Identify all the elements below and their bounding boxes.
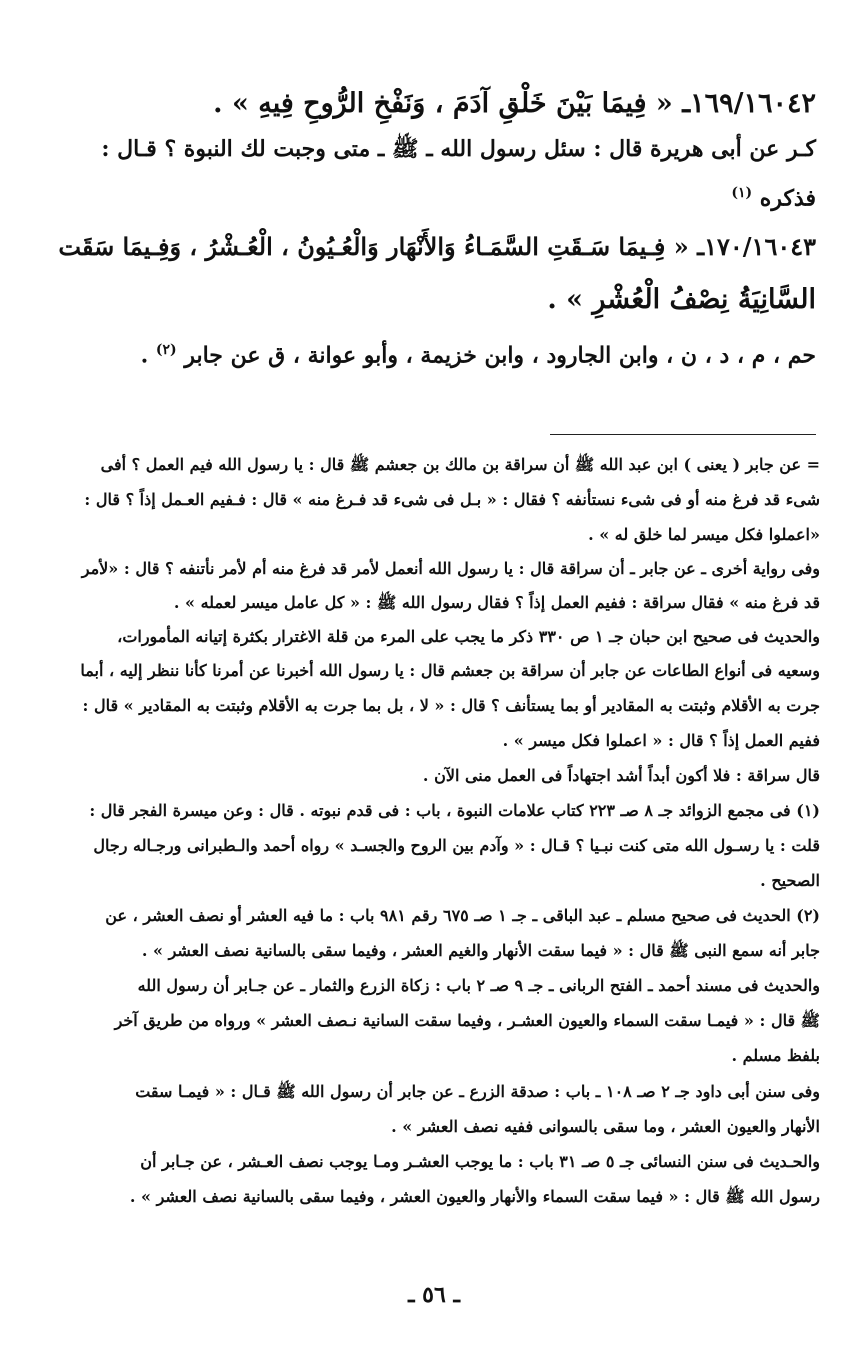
footnote-line: قد فرغ منه » فقال سراقة : ففيم العمل إذاً ؟ فقال رسول الله ﷺ : « كل عامل ميسر لعمله » . [173,593,820,612]
page-number: ـ ٥٦ ـ [408,1282,460,1308]
hadith-169 [46,88,816,120]
hadith-169-source-line-2 [46,185,816,212]
footnote-2-line: والحـديث فى سنن النسائى جـ ٥ صـ ٣١ باب : ما يوجب العشـر ومـا يوجب نصف العـشر ، عن جـابر أن [140,1152,820,1171]
footnote-line: قال سراقة : فلا أكون أبداً أشد اجتهاداً فى العمل منى الآن . [422,766,820,785]
source-170-text: حم ، م ، د ، ن ، وابن الجارود ، وابن خزيمة ، وأبو عوانة ، ق عن جابر [184,342,816,369]
footnote-2-line: رسول الله ﷺ قال : « فيما سقت السماء والأنهار والعيون العشر ، وفيما سقى بالسانية نصف العشر » . [129,1187,820,1206]
footnote-2-line: (٢) الحديث فى صحيح مسلم ـ عبد الباقى ـ جـ ١ صـ ٦٧٥ رقم ٩٨١ باب : ما فيه العشر أو نصف العشر ، عن [105,906,820,925]
footnote-2-line: والحديث فى مسند أحمد ـ الفتح الربانى ـ جـ ٩ صـ ٢ باب : زكاة الزرع والثمار ـ عن جـابر أن رسول الله [137,976,820,995]
hadith-169-source-line-1 [46,136,816,162]
footnote-marker-2[interactable]: (٢) [155,342,177,358]
footnote-2-line: وفى سنن أبى داود جـ ٢ صـ ١٠٨ ـ باب : صدقة الزرع ـ عن جابر أن رسول الله ﷺ قـال : « فيمـا سقت [135,1082,820,1101]
footnote-2-line: بلفظ مسلم . [731,1046,820,1065]
footnote-separator [550,434,816,435]
footnote-1-line: (١) فى مجمع الزوائد جـ ٨ صـ ٢٢٣ كتاب علامات النبوة ، باب : فى قدم نبوته . قال : وعن ميسرة الفجر قال : [89,801,820,820]
footnote-1-line: الصحيح . [760,871,820,890]
footnote-2-line: الأنهار والعيون العشر ، وما سقى بالسوانى ففيه نصف العشر » . [391,1117,820,1136]
hadith-170-text-1: ١٧٠/١٦٠٤٣ـ « فِـيمَا سَـقَتِ السَّمَـاءُ وَالأَنْهَار وَالْعُـيُونُ ، الْعُـشْرُ ، وَفِـيمَا سَقَت [58,232,816,261]
hadith-170-text-2: السَّانِيَةُ نِصْفُ الْعُشْرِ » . [547,284,816,315]
hadith-170-line-1 [46,233,816,262]
footnote-marker-1[interactable]: (١) [731,185,753,201]
footnote-line: شىء قد فرغ منه أو فى شىء نستأنفه ؟ فقال : « بـل فى شىء قد فـرغ منه » قال : فـفيم العـمل إذاً ؟ قال : [84,490,820,509]
source-169-text: كـر عن أبى هريرة قال : سئل رسول الله ـ ﷺ ـ متى وجبت لك النبوة ؟ قـال : [101,136,816,162]
footnote-2-line: ﷺ قال : « فيمـا سقت السماء والعيون العشـر ، وفيما سقت السانية نـصف العشر » ورواه من طريق آخر [114,1011,820,1030]
footnote-line: ففيم العمل إذاً ؟ قال : « اعملوا فكل ميسر » . [502,731,820,750]
footnote-line: والحديث فى صحيح ابن حبان جـ ١ ص ٣٣٠ ذكر ما يجب على المرء من قلة الاغترار بكثرة إتيانه المأمورات، [117,627,820,646]
footnote-line: وسعيه فى أنواع الطاعات عن جابر أن سراقة بن جعشم قال : يا رسول الله أخبرنا عن أمرنا كأنا ننظر إليه ، أبما [80,661,820,680]
hadith-169-text: ١٦٩/١٦٠٤٢ـ « فِيمَا بَيْنَ خَلْقِ آدَمَ ، وَنَفْخِ الرُّوحِ فِيهِ » . [213,88,816,119]
source-170-end: . [140,342,156,369]
source-169-fadhakarahu: فذكره [759,185,816,212]
footnote-line: «اعملوا فكل ميسر لما خلق له » . [588,525,820,544]
hadith-170-source [46,342,816,369]
footnote-line: = عن جابر ( يعنى ) ابن عبد الله ﷺ أن سراقة بن مالك بن جعشم ﷺ قال : يا رسول الله فيم العمل ؟ أفى [100,455,820,474]
footnote-2-line: جابر أنه سمع النبى ﷺ قال : « فيما سقت الأنهار والغيم العشر ، وفيما سقى بالسانية نصف العشر » . [141,941,820,960]
footnote-line: جرت به الأقلام وثبتت به المقادير أو بما يستأنف ؟ قال : « لا ، بل بما جرت به الأقلام وثبتت به المقادير » قال : [82,696,820,715]
footnote-line: وفى رواية أخرى ـ عن جابر ـ أن سراقة قال : يا رسول الله أنعمل لأمر قد فرغ منه أم لأمر نأتنفه ؟ قال : «لأمر [81,559,820,578]
hadith-170-line-2 [46,284,816,316]
footnote-1-line: قلت : يا رسـول الله متى كنت نبـيا ؟ قـال : « وآدم بين الروح والجسـد » رواه أحمد والـطبرانى ورجـاله رجال [93,836,820,855]
